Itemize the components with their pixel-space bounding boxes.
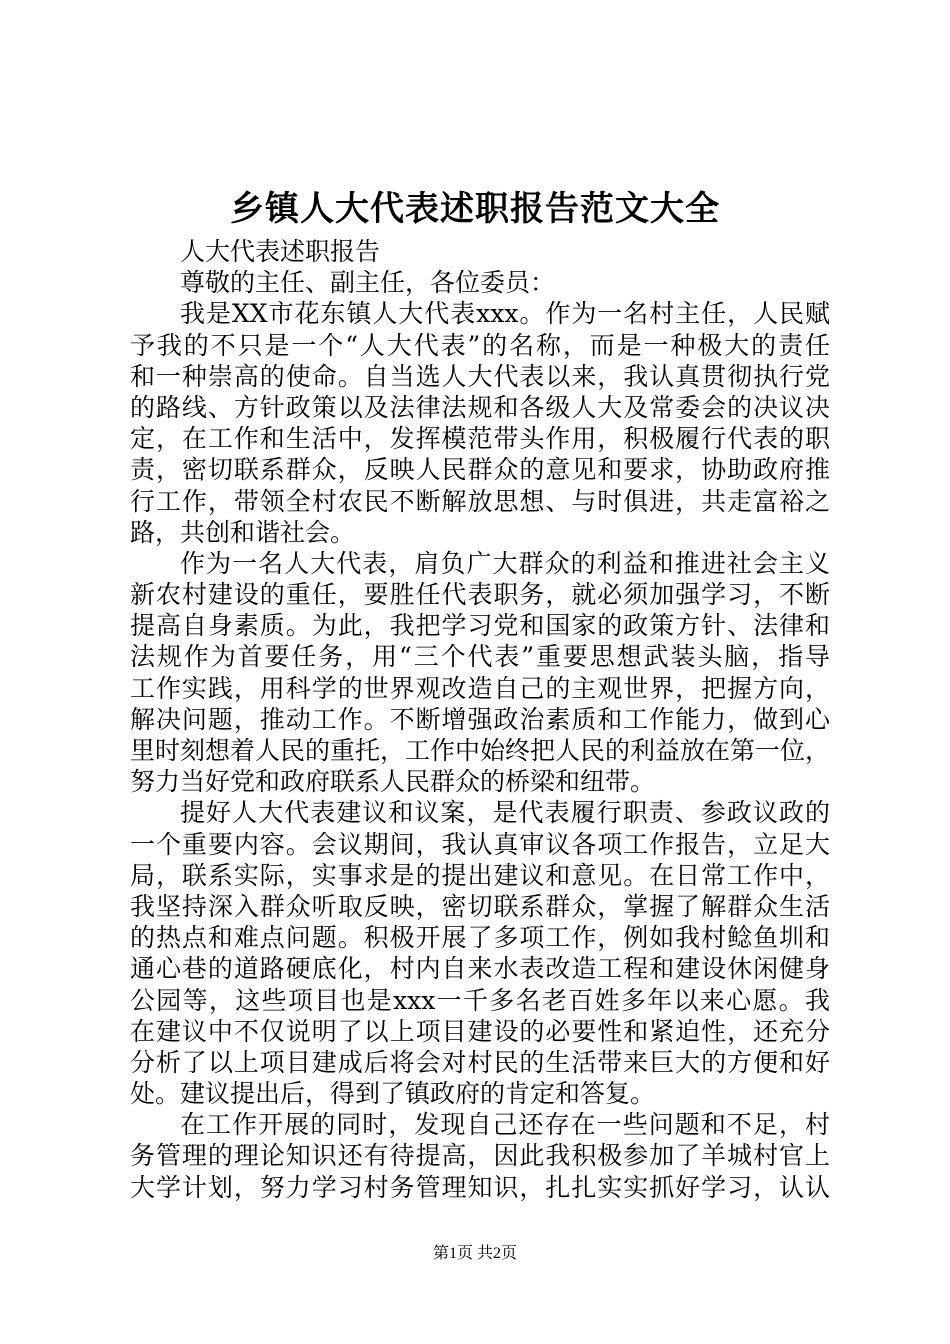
text-line: 的路线、方针政策以及法律法规和各级人大及常委会的决议决 bbox=[130, 392, 830, 422]
text-line: 人大代表述职报告 bbox=[180, 237, 381, 266]
text-line: 处。建议提出后，得到了镇政府的肯定和答复。 bbox=[130, 1079, 656, 1109]
text-line: 路，共创和谐社会。 bbox=[130, 517, 356, 547]
text-line: 定，在工作和生活中，发挥模范带头作用，积极履行代表的职 bbox=[130, 424, 830, 454]
text-line: 法规作为首要任务，用“三个代表”重要思想武装头脑，指导 bbox=[130, 642, 830, 672]
text-line: 努力当好党和政府联系人民群众的桥梁和纽带。 bbox=[130, 767, 656, 797]
text-line: 分析了以上项目建成后将会对村民的生活带来巨大的方便和好 bbox=[130, 1047, 830, 1077]
page-number: 第1页 共2页 bbox=[432, 1245, 517, 1262]
text-line: 我坚持深入群众听取反映，密切联系群众，掌握了解群众生活 bbox=[130, 891, 830, 921]
text-line: 务管理的理论知识还有待提高，因此我积极参加了羊城村官上 bbox=[130, 1141, 830, 1171]
text-line: 予我的不只是一个“人大代表”的名称，而是一种极大的责任 bbox=[130, 330, 830, 360]
text-line: 在建议中不仅说明了以上项目建设的必要性和紧迫性，还充分 bbox=[130, 1016, 830, 1046]
text-line: 工作实践，用科学的世界观改造自己的主观世界，把握方向， bbox=[130, 673, 830, 703]
text-line: 新农村建设的重任，要胜任代表职务，就必须加强学习，不断 bbox=[130, 580, 830, 610]
text-line: 解决问题，推动工作。不断增强政治素质和工作能力，做到心 bbox=[130, 704, 830, 734]
text-line: 的热点和难点问题。积极开展了多项工作，例如我村鲶鱼圳和 bbox=[130, 923, 830, 953]
text-line: 大学计划，努力学习村务管理知识，扎扎实实抓好学习，认认 bbox=[130, 1172, 830, 1202]
text-line: 和一种崇高的使命。自当选人大代表以来，我认真贯彻执行党 bbox=[130, 361, 830, 391]
text-line: 尊敬的主任、副主任，各位委员： bbox=[180, 268, 556, 298]
text-line: 在工作开展的同时，发现自己还存在一些问题和不足，村 bbox=[180, 1110, 830, 1140]
text-line: 行工作，带领全村农民不断解放思想、与时俱进，共走富裕之 bbox=[130, 486, 830, 516]
document-body bbox=[130, 236, 830, 1203]
text-line: 作为一名人大代表，肩负广大群众的利益和推进社会主义 bbox=[180, 548, 830, 578]
text-line: 局，联系实际，实事求是的提出建议和意见。在日常工作中， bbox=[130, 860, 830, 890]
text-line: 我是XX市花东镇人大代表xxx。作为一名村主任，人民赋 bbox=[180, 299, 830, 329]
text-line: 提高自身素质。为此，我把学习党和国家的政策方针、法律和 bbox=[130, 611, 830, 641]
text-line: 通心巷的道路硬底化，村内自来水表改造工程和建设休闲健身 bbox=[130, 954, 830, 984]
text-line: 公园等，这些项目也是xxx一千多名老百姓多年以来心愿。我 bbox=[130, 985, 830, 1015]
text-line: 里时刻想着人民的重托，工作中始终把人民的利益放在第一位， bbox=[130, 736, 831, 765]
text-line: 一个重要内容。会议期间，我认真审议各项工作报告，立足大 bbox=[130, 829, 830, 859]
text-line: 责，密切联系群众，反映人民群众的意见和要求，协助政府推 bbox=[130, 455, 830, 485]
text-line: 提好人大代表建议和议案，是代表履行职责、参政议政的 bbox=[180, 798, 830, 828]
document-title: 乡镇人大代表述职报告范文大全 bbox=[230, 189, 720, 229]
